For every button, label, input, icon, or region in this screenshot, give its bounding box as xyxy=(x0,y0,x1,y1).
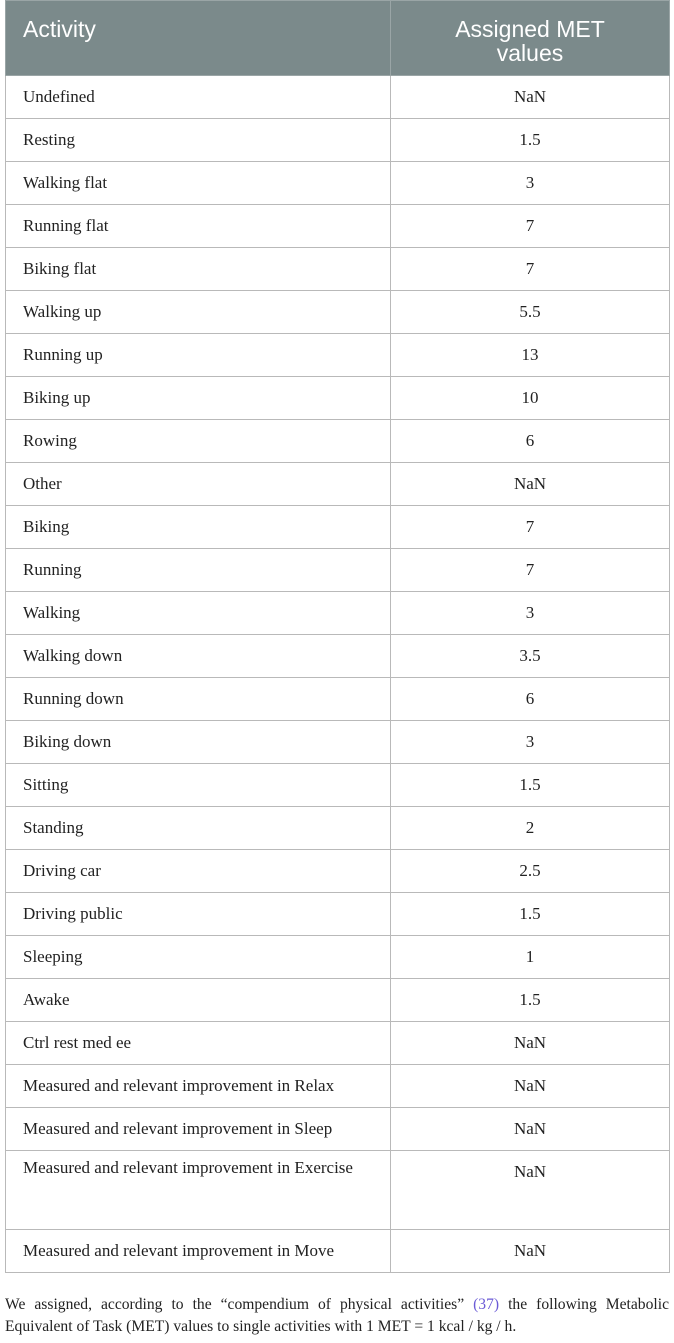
table-row xyxy=(6,1065,670,1108)
met-value-cell: NaN xyxy=(391,1022,670,1065)
activity-cell: Biking flat xyxy=(6,248,391,291)
met-value-cell: 7 xyxy=(391,506,670,549)
activity-cell: Biking down xyxy=(6,721,391,764)
table-row xyxy=(6,979,670,1022)
header-met-values xyxy=(391,1,670,76)
table-row xyxy=(6,248,670,291)
met-value-cell: 6 xyxy=(391,678,670,721)
activity-cell: Walking xyxy=(6,592,391,635)
table-row xyxy=(6,377,670,420)
met-value-cell: 1.5 xyxy=(391,893,670,936)
table-row xyxy=(6,506,670,549)
activity-cell: Biking up xyxy=(6,377,391,420)
activity-cell: Measured and relevant improvement in Exercise xyxy=(6,1151,391,1230)
citation-link[interactable]: (37) xyxy=(473,1296,500,1313)
met-value-cell: 7 xyxy=(391,549,670,592)
met-value-cell: NaN xyxy=(391,463,670,506)
activity-cell: Awake xyxy=(6,979,391,1022)
met-value-cell: 2.5 xyxy=(391,850,670,893)
table-row xyxy=(6,721,670,764)
activity-cell: Other xyxy=(6,463,391,506)
table-row xyxy=(6,119,670,162)
met-value-cell: 1.5 xyxy=(391,979,670,1022)
met-table-container xyxy=(5,0,669,1273)
met-value-cell: NaN xyxy=(391,1151,670,1230)
table-row xyxy=(6,1230,670,1273)
table-row xyxy=(6,1108,670,1151)
caption-text-end: the following Metabolic Equivalent of Task (MET) values to single activities with 1 MET = 1 kcal / kg / h. xyxy=(5,1296,669,1335)
met-value-cell: 7 xyxy=(391,205,670,248)
activity-cell: Running xyxy=(6,549,391,592)
met-value-cell: NaN xyxy=(391,76,670,119)
met-value-cell: 13 xyxy=(391,334,670,377)
table-row xyxy=(6,678,670,721)
activity-cell: Running flat xyxy=(6,205,391,248)
table-row xyxy=(6,463,670,506)
met-value-cell: 2 xyxy=(391,807,670,850)
table-caption xyxy=(5,1294,669,1338)
met-table xyxy=(5,0,670,1273)
header-activity: Activity xyxy=(6,1,391,76)
activity-cell: Measured and relevant improvement in Move xyxy=(6,1230,391,1273)
met-value-cell: 6 xyxy=(391,420,670,463)
header-met-line1: Assigned MET xyxy=(455,16,605,42)
activity-cell: Driving car xyxy=(6,850,391,893)
met-value-cell: NaN xyxy=(391,1108,670,1151)
table-row xyxy=(6,162,670,205)
activity-cell: Measured and relevant improvement in Relax xyxy=(6,1065,391,1108)
header-row xyxy=(6,1,670,76)
activity-cell: Sitting xyxy=(6,764,391,807)
table-row xyxy=(6,850,670,893)
table-header xyxy=(6,1,670,76)
table-row xyxy=(6,1151,670,1230)
met-value-cell: 5.5 xyxy=(391,291,670,334)
activity-cell: Walking up xyxy=(6,291,391,334)
table-row xyxy=(6,936,670,979)
header-met-line2: values xyxy=(496,40,564,66)
met-value-cell: NaN xyxy=(391,1065,670,1108)
table-body xyxy=(6,76,670,1273)
table-row xyxy=(6,764,670,807)
table-row xyxy=(6,205,670,248)
table-row xyxy=(6,592,670,635)
activity-cell: Ctrl rest med ee xyxy=(6,1022,391,1065)
activity-cell: Resting xyxy=(6,119,391,162)
table-row xyxy=(6,420,670,463)
activity-cell: Running down xyxy=(6,678,391,721)
met-value-cell: 3.5 xyxy=(391,635,670,678)
table-row xyxy=(6,549,670,592)
activity-cell: Standing xyxy=(6,807,391,850)
table-row xyxy=(6,334,670,377)
activity-cell: Undefined xyxy=(6,76,391,119)
met-value-cell: 3 xyxy=(391,592,670,635)
activity-cell: Walking flat xyxy=(6,162,391,205)
met-value-cell: 3 xyxy=(391,162,670,205)
activity-cell: Driving public xyxy=(6,893,391,936)
met-value-cell: NaN xyxy=(391,1230,670,1273)
activity-cell: Running up xyxy=(6,334,391,377)
table-row xyxy=(6,893,670,936)
activity-cell: Measured and relevant improvement in Sleep xyxy=(6,1108,391,1151)
activity-cell: Biking xyxy=(6,506,391,549)
met-value-cell: 10 xyxy=(391,377,670,420)
met-value-cell: 1 xyxy=(391,936,670,979)
table-row xyxy=(6,291,670,334)
met-value-cell: 1.5 xyxy=(391,764,670,807)
activity-cell: Walking down xyxy=(6,635,391,678)
met-value-cell: 3 xyxy=(391,721,670,764)
table-row xyxy=(6,76,670,119)
met-value-cell: 7 xyxy=(391,248,670,291)
table-row xyxy=(6,635,670,678)
table-row xyxy=(6,1022,670,1065)
activity-cell: Sleeping xyxy=(6,936,391,979)
caption-text-start: We assigned, according to the “compendium of physical activities” xyxy=(5,1296,474,1313)
met-value-cell: 1.5 xyxy=(391,119,670,162)
table-row xyxy=(6,807,670,850)
activity-cell: Rowing xyxy=(6,420,391,463)
